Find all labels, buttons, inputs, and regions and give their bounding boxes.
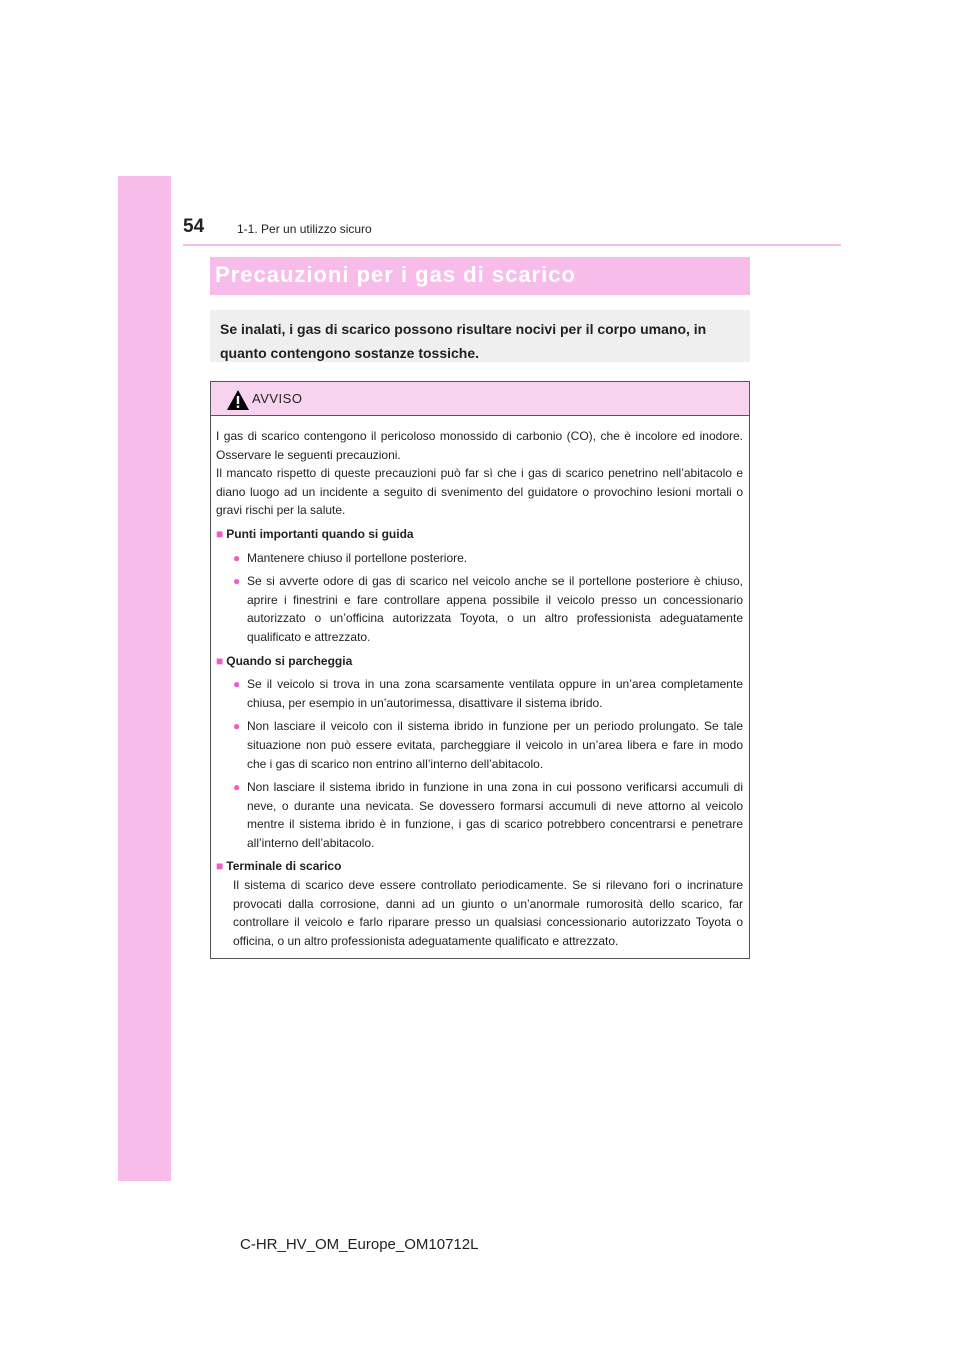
list-item: ● Non lasciare il sistema ibrido in funzione in una zona in cui possono verificarsi accumuli di neve, o durante una nevicata. Se dovessero formarsi accumuli di neve attorno al veicolo mentre il sistema ibrido è in funzione, i gas di scarico potrebbero concentrarsi e penetrare all’interno dell’abitacolo. <box>216 778 743 852</box>
round-bullet-icon: ● <box>233 719 241 734</box>
warning-body <box>211 416 749 950</box>
section-heading: 1-1. Per un utilizzo sicuro <box>237 222 372 236</box>
header-divider <box>183 244 841 246</box>
section-text: Il sistema di scarico deve essere controllato periodicamente. Se si rilevano fori o incrinature provocati dalla corrosione, danni ad un giunto o un’anormale rumorosità dello scarico, far controllare il veicolo e farlo riparare presso un qualsiasi concessionario autorizzato Toyota o officina, o un altro professionista adeguatamente qualificato e attrezzato. <box>233 878 743 948</box>
warning-paragraph: Il mancato rispetto di queste precauzioni può far sì che i gas di scarico penetrino nell’abitacolo e diano luogo ad un incidente a seguito di svenimento del guidatore o provochino lesioni mortali o gravi rischi per la salute. <box>216 466 743 518</box>
document-code: C-HR_HV_OM_Europe_OM10712L <box>240 1236 479 1253</box>
page-number: 54 <box>183 216 205 237</box>
square-bullet-icon: ■ <box>216 859 224 874</box>
subheading: ■ Quando si parcheggia <box>216 653 353 668</box>
round-bullet-icon: ● <box>233 780 241 795</box>
warning-paragraph: I gas di scarico contengono il pericoloso monossido di carbonio (CO), che è incolore ed inodore. Osservare le seguenti precauzioni. <box>216 429 743 462</box>
intro-text: Se inalati, i gas di scarico possono risultare nocivi per il corpo umano, in quanto contengono sostanze tossiche. <box>220 321 707 361</box>
intro-box <box>210 310 750 362</box>
page-title: Precauzioni per i gas di scarico <box>215 262 576 287</box>
list-item: ● Se il veicolo si trova in una zona scarsamente ventilata oppure in un’area completamente chiusa, per esempio in un’autorimessa, disattivare il sistema ibrido. <box>216 675 743 712</box>
round-bullet-icon: ● <box>233 574 241 589</box>
warning-label: AVVISO <box>252 391 303 406</box>
round-bullet-icon: ● <box>233 677 241 692</box>
list-item: ● Mantenere chiuso il portellone posteriore. <box>216 549 743 568</box>
round-bullet-icon: ● <box>233 550 241 565</box>
square-bullet-icon: ■ <box>216 526 224 541</box>
subheading: ■ Punti importanti quando si guida <box>216 526 414 541</box>
list-item: ● Non lasciare il veicolo con il sistema ibrido in funzione per un periodo prolungato. Se tale situazione non può essere evitata, parcheggiare il veicolo in un’area libera e fare in modo che i gas di scarico non entrino all’interno dell’abitacolo. <box>216 717 743 773</box>
warning-triangle-icon <box>227 390 249 410</box>
list-item: ● Se si avverte odore di gas di scarico nel veicolo anche se il portellone posteriore è chiuso, aprire i finestrini e fare controllare appena possibile il veicolo presso un concessionario autorizzato o un’officina autorizzata Toyota, o un altro professionista adeguatamente qualificato e attrezzato. <box>216 572 743 646</box>
subheading: ■ Terminale di scarico <box>216 859 342 874</box>
warning-box <box>210 381 750 959</box>
warning-header <box>211 382 749 416</box>
square-bullet-icon: ■ <box>216 653 224 668</box>
chapter-side-tab <box>118 176 171 1181</box>
